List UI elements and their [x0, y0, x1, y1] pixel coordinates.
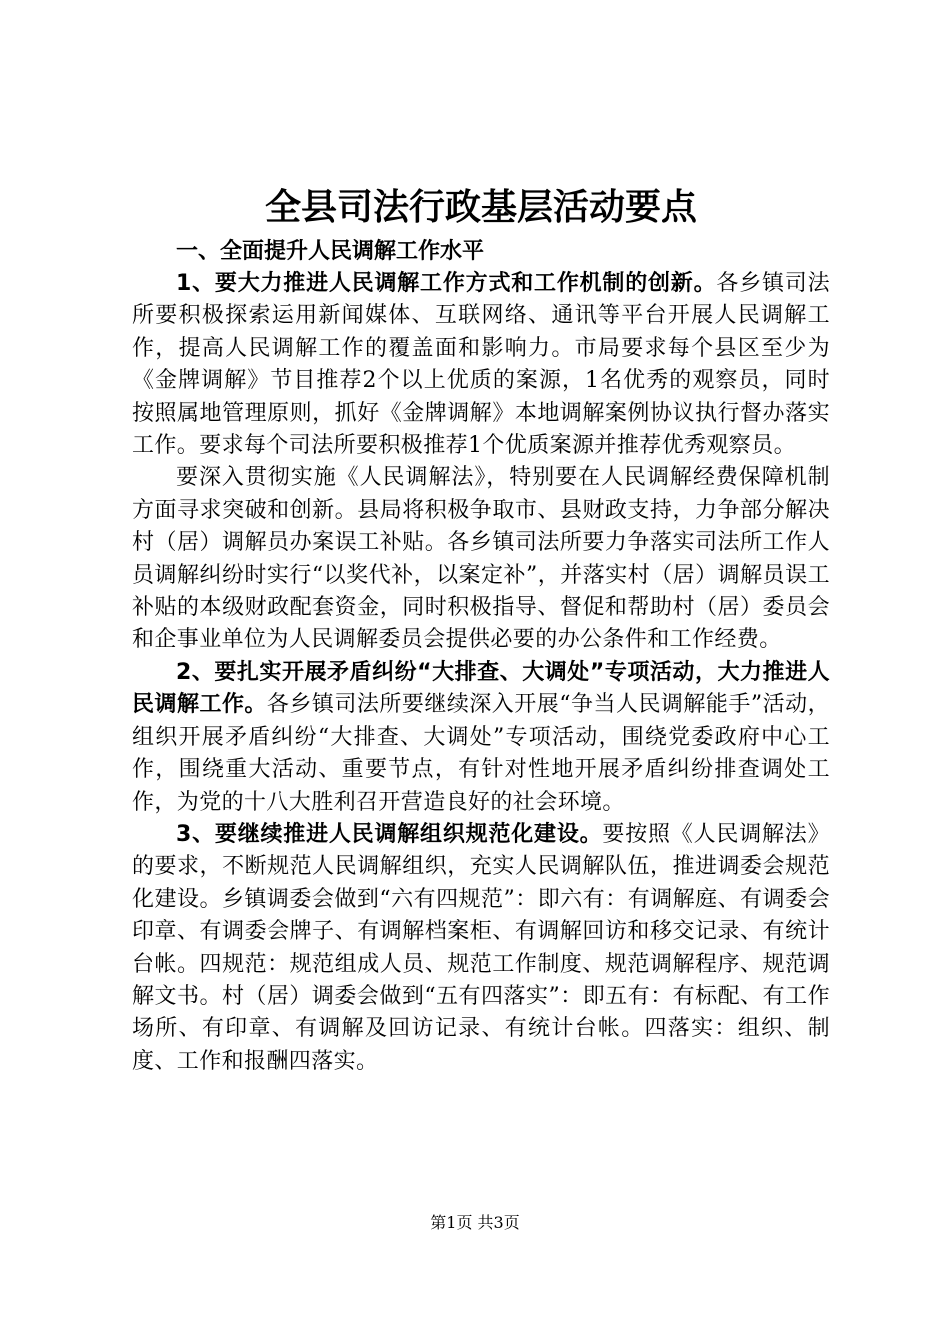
- document-page: [132, 180, 830, 1078]
- section-heading: 一、全面提升人民调解工作水平: [176, 239, 485, 264]
- paragraph-body: 各乡镇司法所要继续深入开展“争当人民调解能手”活动，组织开展矛盾纠纷“大排查、大调处”专项活动，围绕党委政府中心工作，围绕重大活动、重要节点，有针对性地开展矛盾纠纷排查调处工作，为党的十八大胜利召开营造良好的社会环境。: [132, 692, 830, 815]
- page-footer: 第1页 共3页: [430, 1213, 520, 1232]
- paragraph-body: 各乡镇司法所要积极探索运用新闻媒体、互联网络、通讯等平台开展人民调解工作，提高人民调解工作的覆盖面和影响力。市局要求每个县区至少为《金牌调解》节目推荐2个以上优质的案源，1名优秀的观察员，同时按照属地管理原则，抓好《金牌调解》本地调解案例协议执行督办落实工作。要求每个司法所要积极推荐1个优质案源并推荐优秀观察员。: [132, 271, 830, 459]
- paragraph-body: 要按照《人民调解法》的要求，不断规范人民调解组织，充实人民调解队伍，推进调委会规范化建设。乡镇调委会做到“六有四规范”：即六有：有调解庭、有调委会印章、有调委会牌子、有调解档案柜、有调解回访和移交记录、有统计台帐。四规范：规范组成人员、规范工作制度、规范调解程序、规范调解文书。村（居）调委会做到“五有四落实”：即五有：有标配、有工作场所、有印章、有调解及回访记录、有统计台帐。四落实：组织、制度、工作和报酬四落实。: [132, 821, 830, 1074]
- paragraph-3: [132, 657, 830, 819]
- paragraph-lead: 2、要扎实开展矛盾纠纷“大排查、大调处”专项活动，大力推进人民调解工作。: [132, 659, 830, 718]
- paragraph-lead: 1、要大力推进人民调解工作方式和工作机制的创新。: [176, 271, 717, 296]
- paragraph-1: [132, 268, 830, 462]
- paragraph-2: [132, 462, 830, 656]
- paragraph-body: 要深入贯彻实施《人民调解法》，特别要在人民调解经费保障机制方面寻求突破和创新。县局将积极争取市、县财政支持，力争部分解决村（居）调解员办案误工补贴。各乡镇司法所要力争落实司法所工作人员调解纠纷时实行“以奖代补，以案定补”，并落实村（居）调解员误工补贴的本级财政配套资金，同时积极指导、督促和帮助村（居）委员会和企事业单位为人民调解委员会提供必要的办公条件和工作经费。: [132, 465, 830, 653]
- paragraph-lead: 3、要继续推进人民调解组织规范化建设。: [176, 821, 603, 847]
- paragraph-4: [132, 819, 830, 1078]
- document-title: 全县司法行政基层活动要点: [264, 187, 697, 228]
